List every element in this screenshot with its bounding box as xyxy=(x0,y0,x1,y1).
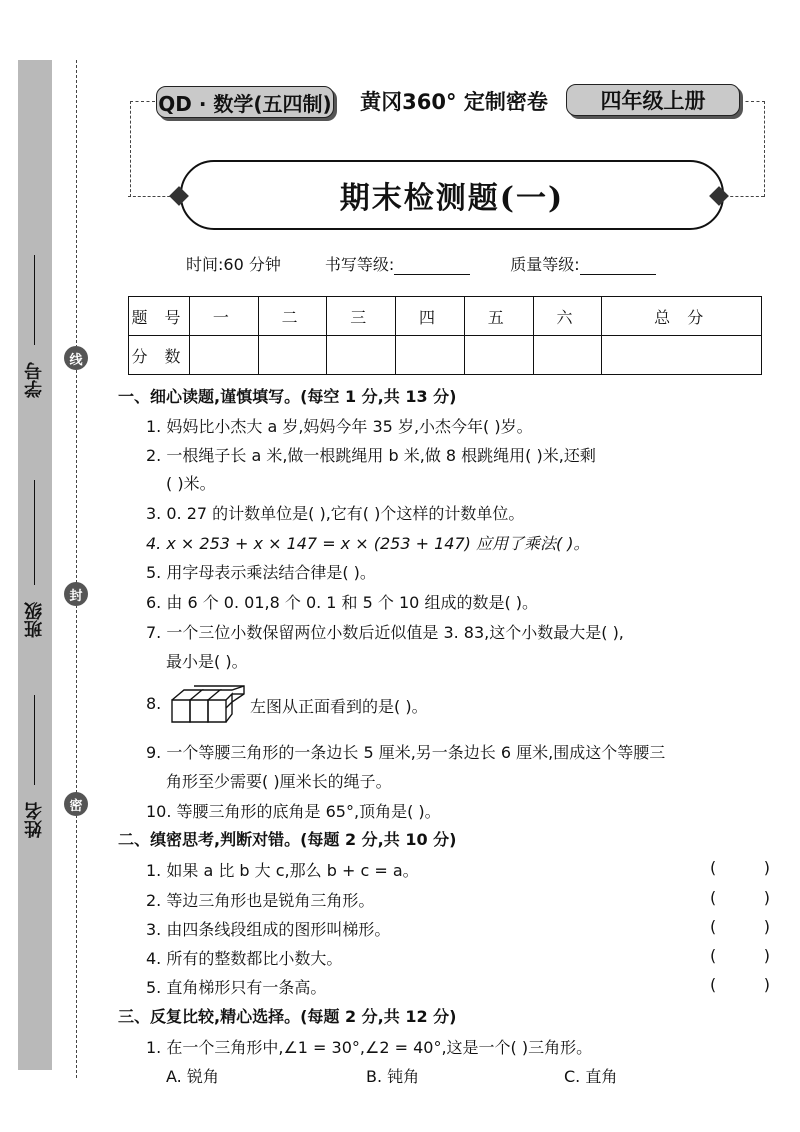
paren-open: ( xyxy=(710,975,717,994)
question-1-8: 左图从正面看到的是( )。 xyxy=(250,697,428,716)
quality-grade-label: 质量等级: xyxy=(510,255,580,274)
option-b[interactable]: B. 钝角 xyxy=(366,1067,420,1086)
seal-xian: 线 xyxy=(64,346,88,370)
cut-line xyxy=(76,60,77,1078)
binding-strip xyxy=(18,60,52,1070)
judge-item-2: 2. 等边三角形也是锐角三角形。 xyxy=(146,891,375,910)
score-table-score-row xyxy=(129,336,762,375)
judge-answer-1[interactable] xyxy=(710,858,770,877)
question-1-6: 6. 由 6 个 0. 01,8 个 0. 1 和 5 个 10 组成的数是( )。 xyxy=(146,593,539,612)
table-cell: 题 号 xyxy=(129,297,190,336)
question-1-10: 10. 等腰三角形的底角是 65°,顶角是( )。 xyxy=(146,802,441,821)
option-c[interactable]: C. 直角 xyxy=(564,1067,618,1086)
score-table xyxy=(128,296,762,375)
question-1-4: 4. x × 253 + x × 147 = x × (253 + 147) 应用了乘法( )。 xyxy=(146,534,590,553)
score-cell[interactable] xyxy=(190,336,259,375)
paren-open: ( xyxy=(710,917,717,936)
score-table-header-row xyxy=(129,297,762,336)
judge-answer-3[interactable] xyxy=(710,917,770,936)
student-id-label: 学号 xyxy=(24,362,45,398)
table-cell: 五 xyxy=(464,297,533,336)
class-label: 班级 xyxy=(24,602,45,638)
question-1-7-cont: 最小是( )。 xyxy=(166,652,248,671)
table-cell: 四 xyxy=(396,297,465,336)
quality-grade-blank[interactable] xyxy=(580,252,656,275)
header-bracket-left xyxy=(130,101,155,197)
subject-pill: QD · 数学(五四制) xyxy=(156,86,334,118)
table-cell: 一 xyxy=(190,297,259,336)
paren-close: ) xyxy=(763,888,770,907)
score-cell[interactable] xyxy=(396,336,465,375)
score-cell[interactable] xyxy=(602,336,762,375)
section3-title: 三、反复比较,精心选择。(每题 2 分,共 12 分) xyxy=(118,1007,457,1026)
writing-grade-blank[interactable] xyxy=(394,252,470,275)
table-cell: 分 数 xyxy=(129,336,190,375)
paren-close: ) xyxy=(763,858,770,877)
paren-open: ( xyxy=(710,946,717,965)
seal-feng: 封 xyxy=(64,582,88,606)
paren-close: ) xyxy=(763,975,770,994)
seal-mi: 密 xyxy=(64,792,88,816)
info-line xyxy=(186,252,656,275)
question-1-9-cont: 角形至少需要( )厘米长的绳子。 xyxy=(166,772,392,791)
question-1-2-cont: ( )米。 xyxy=(166,474,216,493)
table-cell: 三 xyxy=(327,297,396,336)
judge-answer-5[interactable] xyxy=(710,975,770,994)
name-line xyxy=(34,695,35,785)
paren-open: ( xyxy=(710,888,717,907)
paren-close: ) xyxy=(763,946,770,965)
grade-pill: 四年级上册 xyxy=(566,84,740,116)
score-cell[interactable] xyxy=(533,336,602,375)
writing-grade-label: 书写等级: xyxy=(324,255,395,274)
brand-text: 黄冈360° 定制密卷 xyxy=(360,90,548,114)
question-1-1: 1. 妈妈比小杰大 a 岁,妈妈今年 35 岁,小杰今年( )岁。 xyxy=(146,417,533,436)
question-1-7: 7. 一个三位小数保留两位小数后近似值是 3. 83,这个小数最大是( ), xyxy=(146,623,624,642)
header-bracket-right xyxy=(740,101,765,197)
paren-open: ( xyxy=(710,858,717,877)
question-1-2: 2. 一根绳子长 a 米,做一根跳绳用 b 米,做 8 根跳绳用( )米,还剩 xyxy=(146,446,596,465)
name-label: 姓名 xyxy=(24,802,45,838)
score-cell[interactable] xyxy=(464,336,533,375)
time-text: 时间:60 分钟 xyxy=(186,255,281,274)
table-cell: 二 xyxy=(258,297,327,336)
judge-item-1: 1. 如果 a 比 b 大 c,那么 b + c = a。 xyxy=(146,861,419,880)
judge-answer-4[interactable] xyxy=(710,946,770,965)
judge-item-5: 5. 直角梯形只有一条高。 xyxy=(146,978,327,997)
page-title: 期末检测题(一) xyxy=(339,181,565,216)
score-cell[interactable] xyxy=(327,336,396,375)
section2-title: 二、缜密思考,判断对错。(每题 2 分,共 10 分) xyxy=(118,830,457,849)
title-box xyxy=(180,160,724,230)
option-a[interactable]: A. 锐角 xyxy=(166,1067,219,1086)
cube-figure xyxy=(170,684,246,726)
question-1-8-number: 8. xyxy=(146,694,162,713)
judge-item-4: 4. 所有的整数都比小数大。 xyxy=(146,949,343,968)
question-1-9: 9. 一个等腰三角形的一条边长 5 厘米,另一条边长 6 厘米,围成这个等腰三 xyxy=(146,743,666,762)
table-cell: 总 分 xyxy=(602,297,762,336)
score-cell[interactable] xyxy=(258,336,327,375)
judge-item-3: 3. 由四条线段组成的图形叫梯形。 xyxy=(146,920,391,939)
judge-answer-2[interactable] xyxy=(710,888,770,907)
table-cell: 六 xyxy=(533,297,602,336)
choice-question-1: 1. 在一个三角形中,∠1 = 30°,∠2 = 40°,这是一个( )三角形。 xyxy=(146,1038,593,1057)
question-1-3: 3. 0. 27 的计数单位是( ),它有( )个这样的计数单位。 xyxy=(146,504,525,523)
section1-title: 一、细心读题,谨慎填写。(每空 1 分,共 13 分) xyxy=(118,387,457,406)
paren-close: ) xyxy=(763,917,770,936)
student-id-line xyxy=(34,255,35,345)
class-line xyxy=(34,480,35,585)
question-1-5: 5. 用字母表示乘法结合律是( )。 xyxy=(146,563,376,582)
